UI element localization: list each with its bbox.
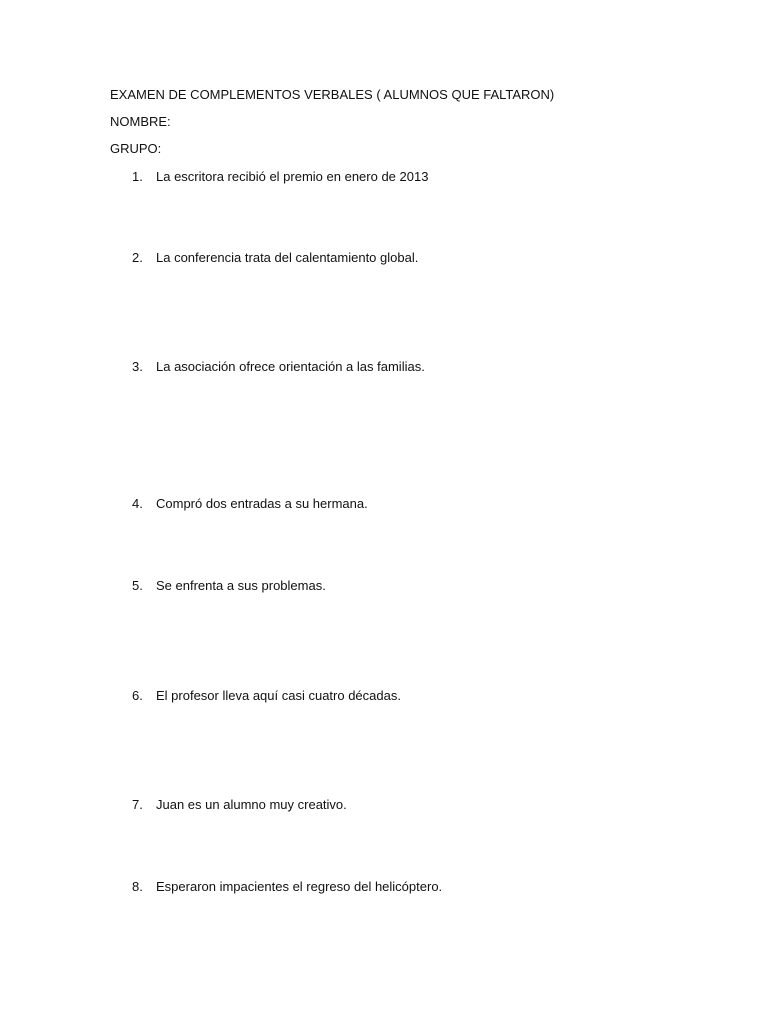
exam-item — [132, 360, 425, 373]
item-number: 2. — [132, 250, 143, 265]
item-number: 6. — [132, 688, 143, 703]
item-sentence: La escritora recibió el premio en enero de 2013 — [156, 169, 429, 184]
item-sentence: La asociación ofrece orientación a las familias. — [156, 359, 425, 374]
exam-item — [132, 880, 442, 893]
exam-item — [132, 497, 368, 510]
item-sentence: Juan es un alumno muy creativo. — [156, 797, 347, 812]
item-sentence: La conferencia trata del calentamiento global. — [156, 250, 419, 265]
item-sentence: Compró dos entradas a su hermana. — [156, 496, 368, 511]
item-number: 3. — [132, 359, 143, 374]
item-number: 8. — [132, 879, 143, 894]
item-number: 7. — [132, 797, 143, 812]
name-label: NOMBRE: — [110, 114, 171, 129]
item-number: 5. — [132, 578, 143, 593]
exam-item — [132, 170, 428, 183]
item-number: 1. — [132, 169, 143, 184]
exam-item — [132, 251, 418, 264]
item-sentence: Esperaron impacientes el regreso del helicóptero. — [156, 879, 443, 894]
group-label: GRUPO: — [110, 141, 162, 156]
exam-item — [132, 689, 401, 702]
item-number: 4. — [132, 496, 143, 511]
item-sentence: El profesor lleva aquí casi cuatro décadas. — [156, 688, 401, 703]
exam-title: EXAMEN DE COMPLEMENTOS VERBALES ( ALUMNOS QUE FALTARON) — [110, 87, 555, 102]
item-sentence: Se enfrenta a sus problemas. — [156, 578, 326, 593]
exam-item — [132, 798, 347, 811]
exam-item — [132, 579, 326, 592]
